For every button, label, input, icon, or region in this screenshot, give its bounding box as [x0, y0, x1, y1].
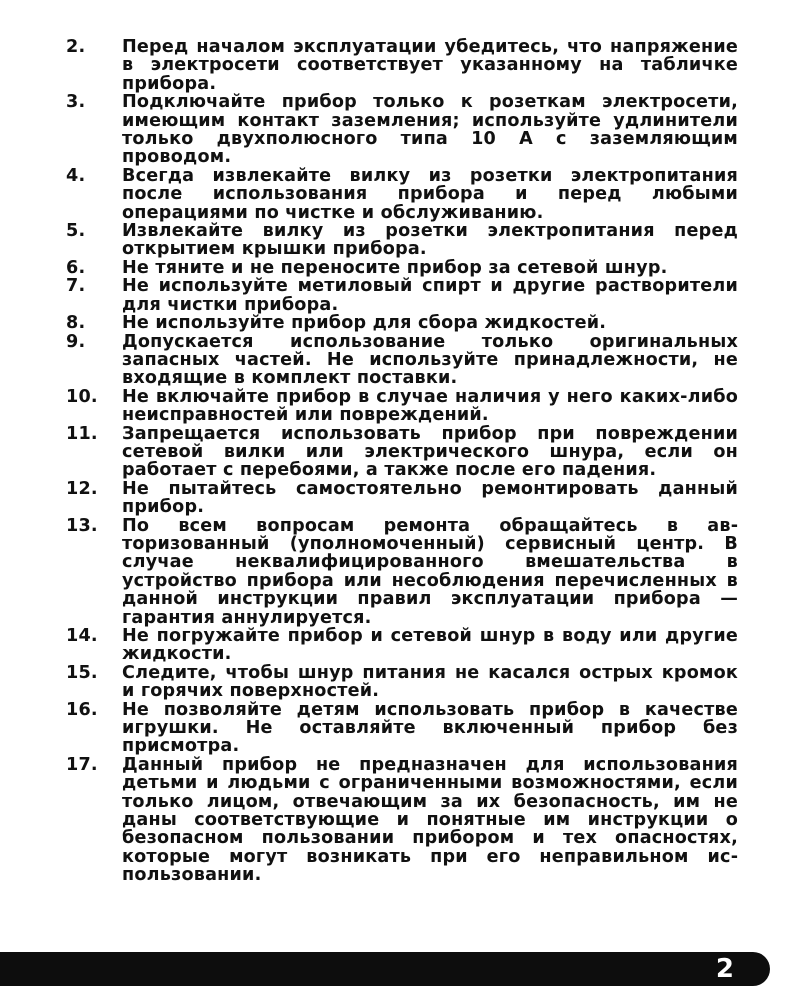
footer-bar [0, 952, 770, 986]
item-text: Данный прибор не предназначен для использования детьми и людьми с ограниченными возможностями, если только лицом, отвечающим за их безопасность, им не даны соответствующие и понятные им инструкции о безопасном пользовании прибором и тех опасностях, которые могут возникать при его неправильном использовании. [122, 754, 738, 886]
list-item [66, 259, 738, 277]
list-item [66, 333, 738, 388]
item-text: Запрещается использовать прибор при повреждении сетевой вилки или электрического шнура, если он работает с перебоями, а также после его падения. [122, 423, 738, 481]
list-item [66, 38, 738, 93]
list-item [66, 517, 738, 627]
item-number: 3. [66, 92, 86, 113]
item-text: Не используйте метиловый спирт и другие растворители для чистки прибора. [122, 276, 738, 315]
item-text: Не тяните и не переносите прибор за сетевой шнур. [122, 257, 668, 278]
item-text: Не используйте прибор для сбора жидкостей. [122, 313, 607, 334]
item-number: 4. [66, 165, 86, 186]
list-item [66, 756, 738, 885]
item-number: 14. [66, 626, 98, 646]
item-text: Не пытайтесь самостоятельно ремонтировать данный прибор. [122, 478, 738, 518]
list-item [66, 480, 738, 517]
list-item [66, 701, 738, 756]
item-number: 8. [66, 313, 86, 334]
item-text: Не позволяйте детям использовать прибор в качестве игрушки. Не оставляйте включенный прибор без присмотра. [122, 699, 738, 757]
item-text: Всегда извлекайте вилку из розетки электропитания после использования прибора и перед любыми операциями по чистке и обслуживанию. [122, 165, 738, 223]
list-item [66, 627, 738, 664]
list-item [66, 167, 738, 222]
item-text: Не включайте прибор в случае наличия у него каких-либо неисправностей или повреждений. [122, 386, 738, 426]
item-number: 12. [66, 478, 98, 499]
list-item [66, 314, 738, 332]
item-number: 9. [66, 331, 86, 352]
list-item [66, 222, 738, 259]
item-number: 15. [66, 662, 98, 683]
item-text: Допускается использование только оригинальных запасных частей. Не используйте принадлежности, не входящие в комплект поставки. [122, 331, 738, 389]
page-number: 2 [715, 954, 734, 984]
item-number: 11. [66, 423, 98, 444]
item-text: Извлекайте вилку из розетки электропитания перед открытием крышки прибора. [122, 221, 738, 260]
item-number: 5. [66, 221, 86, 242]
list-item [66, 425, 738, 480]
safety-instructions-list [66, 38, 738, 885]
list-item [66, 277, 738, 314]
item-text: Подключайте прибор только к розеткам электросети, имеющим контакт заземления; используйте удлинители только двухполюсного типа 10 А с заземляющим проводом. [122, 92, 738, 168]
item-number: 2. [66, 37, 86, 57]
item-number: 13. [66, 515, 98, 536]
list-item [66, 664, 738, 701]
item-number: 17. [66, 754, 98, 775]
item-text: Перед началом эксплуатации убедитесь, что напряжение в электросети соответствует указанному на табличке прибора. [122, 37, 738, 94]
list-item [66, 93, 738, 167]
item-number: 7. [66, 276, 86, 297]
item-number: 16. [66, 699, 98, 720]
item-number: 6. [66, 257, 86, 278]
item-text: По всем вопросам ремонта обращайтесь в авторизованный (уполномоченный) сервисный центр. В случае неквалифицированного вмешательства в устройство прибора или несоблюдения перечисленных в данной инструкции правил эксплуатации прибора — гарантия аннулируется. [122, 515, 738, 628]
item-text: Не погружайте прибор и сетевой шнур в воду или другие жидкости. [122, 626, 738, 665]
item-number: 10. [66, 386, 98, 407]
item-text: Следите, чтобы шнур питания не касался острых кромок и горячих поверхностей. [122, 662, 738, 702]
list-item [66, 388, 738, 425]
